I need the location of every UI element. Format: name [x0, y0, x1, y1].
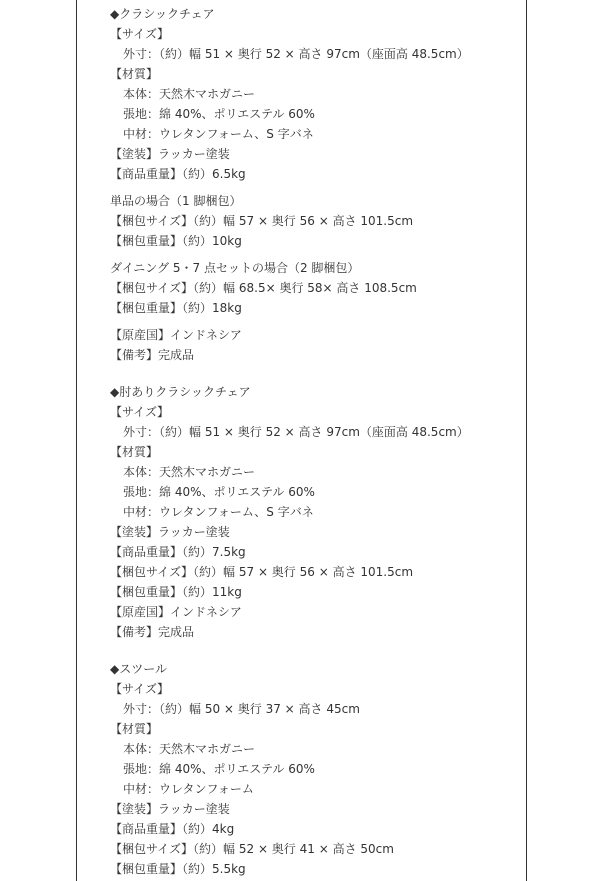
set-pack-heading: ダイニング 5・7 点セットの場合（2 脚梱包）	[110, 261, 360, 275]
right-border	[526, 0, 527, 881]
outer-dimensions: 外寸：（約）幅 51 × 奥行 52 × 高さ 97cm（座面高 48.5cm）	[123, 425, 469, 439]
material-upholstery: 張地：綿 40%、ポリエステル 60%	[123, 485, 315, 499]
section-title: ◆肘ありクラシックチェア	[110, 385, 251, 399]
spec-content	[110, 4, 520, 879]
material-body: 本体：天然木マホガニー	[123, 742, 256, 756]
single-pack-heading: 単品の場合（1 脚梱包）	[110, 194, 242, 208]
finish: 【塗装】ラッカー塗装	[110, 147, 230, 161]
material-filling: 中材：ウレタンフォーム、S 字バネ	[123, 505, 314, 519]
package-size: 【梱包サイズ】（約）幅 68.5× 奥行 58× 高さ 108.5cm	[110, 281, 417, 295]
package-size: 【梱包サイズ】（約）幅 57 × 奥行 56 × 高さ 101.5cm	[110, 214, 414, 228]
origin-country: 【原産国】インドネシア	[110, 605, 242, 619]
material-heading: 【材質】	[110, 445, 159, 459]
material-body: 本体：天然木マホガニー	[123, 87, 256, 101]
material-filling: 中材：ウレタンフォーム、S 字バネ	[123, 127, 314, 141]
package-weight: 【梱包重量】（約）11kg	[110, 585, 242, 599]
material-upholstery: 張地：綿 40%、ポリエステル 60%	[123, 107, 315, 121]
outer-dimensions: 外寸：（約）幅 51 × 奥行 52 × 高さ 97cm（座面高 48.5cm）	[123, 47, 469, 61]
material-heading: 【材質】	[110, 67, 159, 81]
material-heading: 【材質】	[110, 722, 159, 736]
product-weight: 【商品重量】（約）4kg	[110, 822, 235, 836]
package-size: 【梱包サイズ】（約）幅 57 × 奥行 56 × 高さ 101.5cm	[110, 565, 414, 579]
size-heading: 【サイズ】	[110, 682, 170, 696]
material-filling: 中材：ウレタンフォーム	[123, 782, 254, 796]
left-border	[76, 0, 77, 881]
product-weight: 【商品重量】（約）7.5kg	[110, 545, 246, 559]
package-size: 【梱包サイズ】（約）幅 52 × 奥行 41 × 高さ 50cm	[110, 842, 394, 856]
finish: 【塗装】ラッカー塗装	[110, 525, 230, 539]
material-upholstery: 張地：綿 40%、ポリエステル 60%	[123, 762, 315, 776]
remarks: 【備考】完成品	[110, 348, 195, 362]
material-body: 本体：天然木マホガニー	[123, 465, 256, 479]
finish: 【塗装】ラッカー塗装	[110, 802, 230, 816]
package-weight: 【梱包重量】（約）10kg	[110, 234, 242, 248]
package-weight: 【梱包重量】（約）18kg	[110, 301, 242, 315]
package-weight: 【梱包重量】（約）5.5kg	[110, 862, 246, 876]
size-heading: 【サイズ】	[110, 405, 170, 419]
section-title: ◆スツール	[110, 662, 167, 676]
section-title: ◆クラシックチェア	[110, 7, 215, 21]
size-heading: 【サイズ】	[110, 27, 170, 41]
origin-country: 【原産国】インドネシア	[110, 328, 242, 342]
outer-dimensions: 外寸：（約）幅 50 × 奥行 37 × 高さ 45cm	[123, 702, 360, 716]
remarks: 【備考】完成品	[110, 625, 195, 639]
product-weight: 【商品重量】（約）6.5kg	[110, 167, 246, 181]
